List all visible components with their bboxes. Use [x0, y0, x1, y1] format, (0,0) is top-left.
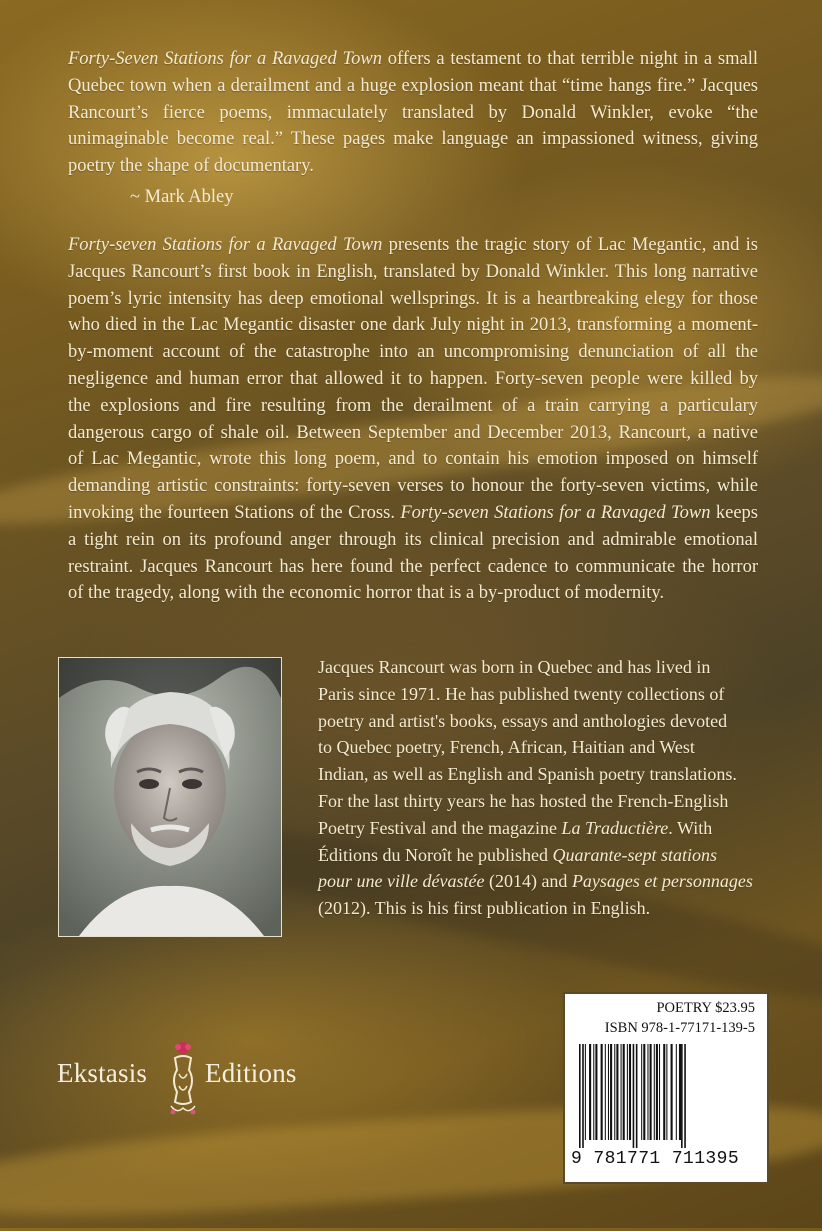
description-line: invoking the fourteen Stations of the Cross. Forty-seven Stations for a Ravaged Town keeps [68, 502, 758, 523]
description-line: negligence and human error that allowed it to happen. Forty-seven people were killed by [68, 368, 758, 389]
description-line: poem’s lyric intensity has deep emotional wellsprings. It is a heartbreaking elegy for those [68, 288, 758, 309]
barcode-bar [679, 1044, 681, 1140]
description-line: demanding artistic constraints: forty-seven verses to honour the forty-seven victims, while [68, 476, 758, 497]
description-line: restraint. Jacques Rancourt has here found the perfect cadence to communicate the horror [68, 556, 758, 577]
barcode-bar [621, 1044, 622, 1140]
barcode-bar [616, 1044, 618, 1140]
barcode-bar [684, 1044, 686, 1148]
description-line: Forty-seven Stations for a Ravaged Town presents the tragic story of Lac Megantic, and is [68, 235, 758, 255]
barcode-bar [585, 1044, 586, 1140]
author-portrait-image [59, 658, 281, 936]
barcode-bar [605, 1044, 606, 1140]
barcode-bar [636, 1044, 638, 1148]
barcode-bar [595, 1044, 597, 1140]
review-quote [68, 46, 758, 180]
barcode-bar [608, 1044, 609, 1140]
bio-line: pour une ville dévastée (2014) and Paysages et personnages [318, 871, 753, 892]
description-line: a tight rein on its profound anger through its clinical precision and admirable emotional [68, 529, 758, 550]
author-biography [318, 654, 760, 922]
price-label: POETRY $23.95 [656, 1000, 755, 1016]
isbn-label: ISBN 978-1-77171-139-5 [604, 1020, 755, 1036]
barcode-bar [627, 1044, 628, 1140]
review-attribution: ~ Mark Abley [130, 187, 234, 207]
description-line: of Lac Megantic, wrote this long poem, and to contain his emotion imposed on himself [68, 449, 758, 470]
bio-line: Poetry Festival and the magazine La Traductière. With [318, 817, 713, 838]
description-line: the explosions and fire resulting from the derailment of a train carrying a particulary [68, 395, 758, 416]
barcode-bar [582, 1044, 584, 1148]
bio-line: (2012). This is his first publication in English. [318, 898, 651, 919]
description-line: dangerous cargo of shale oil. Between September and December 2013, Rancourt, a native [68, 422, 758, 443]
barcode-bar [676, 1044, 677, 1140]
description-line: of the tragedy, along with the economic horror that is a by-product of modernity. [68, 583, 665, 604]
barcode-bar [663, 1044, 665, 1140]
barcode-bar [659, 1044, 660, 1140]
description-line: Jacques Rancourt’s first book in English, translated by Donald Winkler. This long narrative [68, 261, 758, 282]
description-line: who died in the Lac Megantic disaster one dark July night in 2013, transforming a moment- [68, 315, 758, 336]
barcode-bar [666, 1044, 667, 1140]
barcode-bar [654, 1044, 655, 1140]
barcode-bar [589, 1044, 591, 1140]
barcode-bar [629, 1044, 631, 1140]
description-line: by-moment account of the catastrophe into an uncompromising denunciation of all the [68, 342, 758, 363]
barcode-bar [671, 1044, 673, 1140]
barcode-bar [593, 1044, 594, 1140]
publisher-name-left: Ekstasis [57, 1058, 148, 1088]
barcode-bar [633, 1044, 635, 1148]
author-photo [58, 657, 282, 937]
barcode-bar [610, 1044, 612, 1140]
barcode-image [577, 1044, 755, 1148]
review-line: Quebec town when a derailment and a huge explosion meant that “time hangs fire.” Jacques [68, 75, 758, 96]
book-description [68, 232, 758, 607]
barcode-bar [641, 1044, 642, 1140]
barcode-bar [601, 1044, 603, 1140]
bio-line: Éditions du Noroît he published Quarante-sept stations [318, 844, 717, 865]
publisher-name-right: Editions [205, 1058, 297, 1088]
review-line: unimaginable become real.” These pages make language an impassioned witness, giving [68, 129, 758, 150]
bio-line: Jacques Rancourt was born in Quebec and has lived in [318, 657, 711, 677]
bio-line: Paris since 1971. He has published twenty collections of [318, 683, 725, 704]
barcode-bar [647, 1044, 648, 1140]
barcode-bar [614, 1044, 615, 1140]
review-line: Rancourt’s fierce poems, immaculately translated by Donald Winkler, evoke “the [68, 102, 758, 123]
barcode-bar [579, 1044, 581, 1148]
bio-line: to Quebec poetry, French, African, Haitian and West [318, 737, 695, 758]
barcode-bar [656, 1044, 658, 1140]
review-line: poetry the shape of documentary. [68, 156, 314, 177]
barcode-bar [681, 1044, 683, 1148]
publisher-emblem-icon [163, 1040, 203, 1120]
barcode-bar [623, 1044, 625, 1140]
bio-line: Indian, as well as English and Spanish poetry translations. [318, 764, 737, 785]
bio-line: For the last thirty years he has hosted the French-English [318, 790, 729, 811]
barcode-bar [643, 1044, 645, 1140]
bio-line: poetry and artist's books, essays and anthologies devoted [318, 710, 728, 731]
barcode-digits: 9 781771 711395 [571, 1149, 740, 1169]
publisher-logo [57, 1040, 307, 1120]
review-line: Forty-Seven Stations for a Ravaged Town offers a testament to that terrible night in a small [68, 49, 758, 69]
isbn-barcode-panel [563, 992, 769, 1184]
barcode-bar [650, 1044, 652, 1140]
